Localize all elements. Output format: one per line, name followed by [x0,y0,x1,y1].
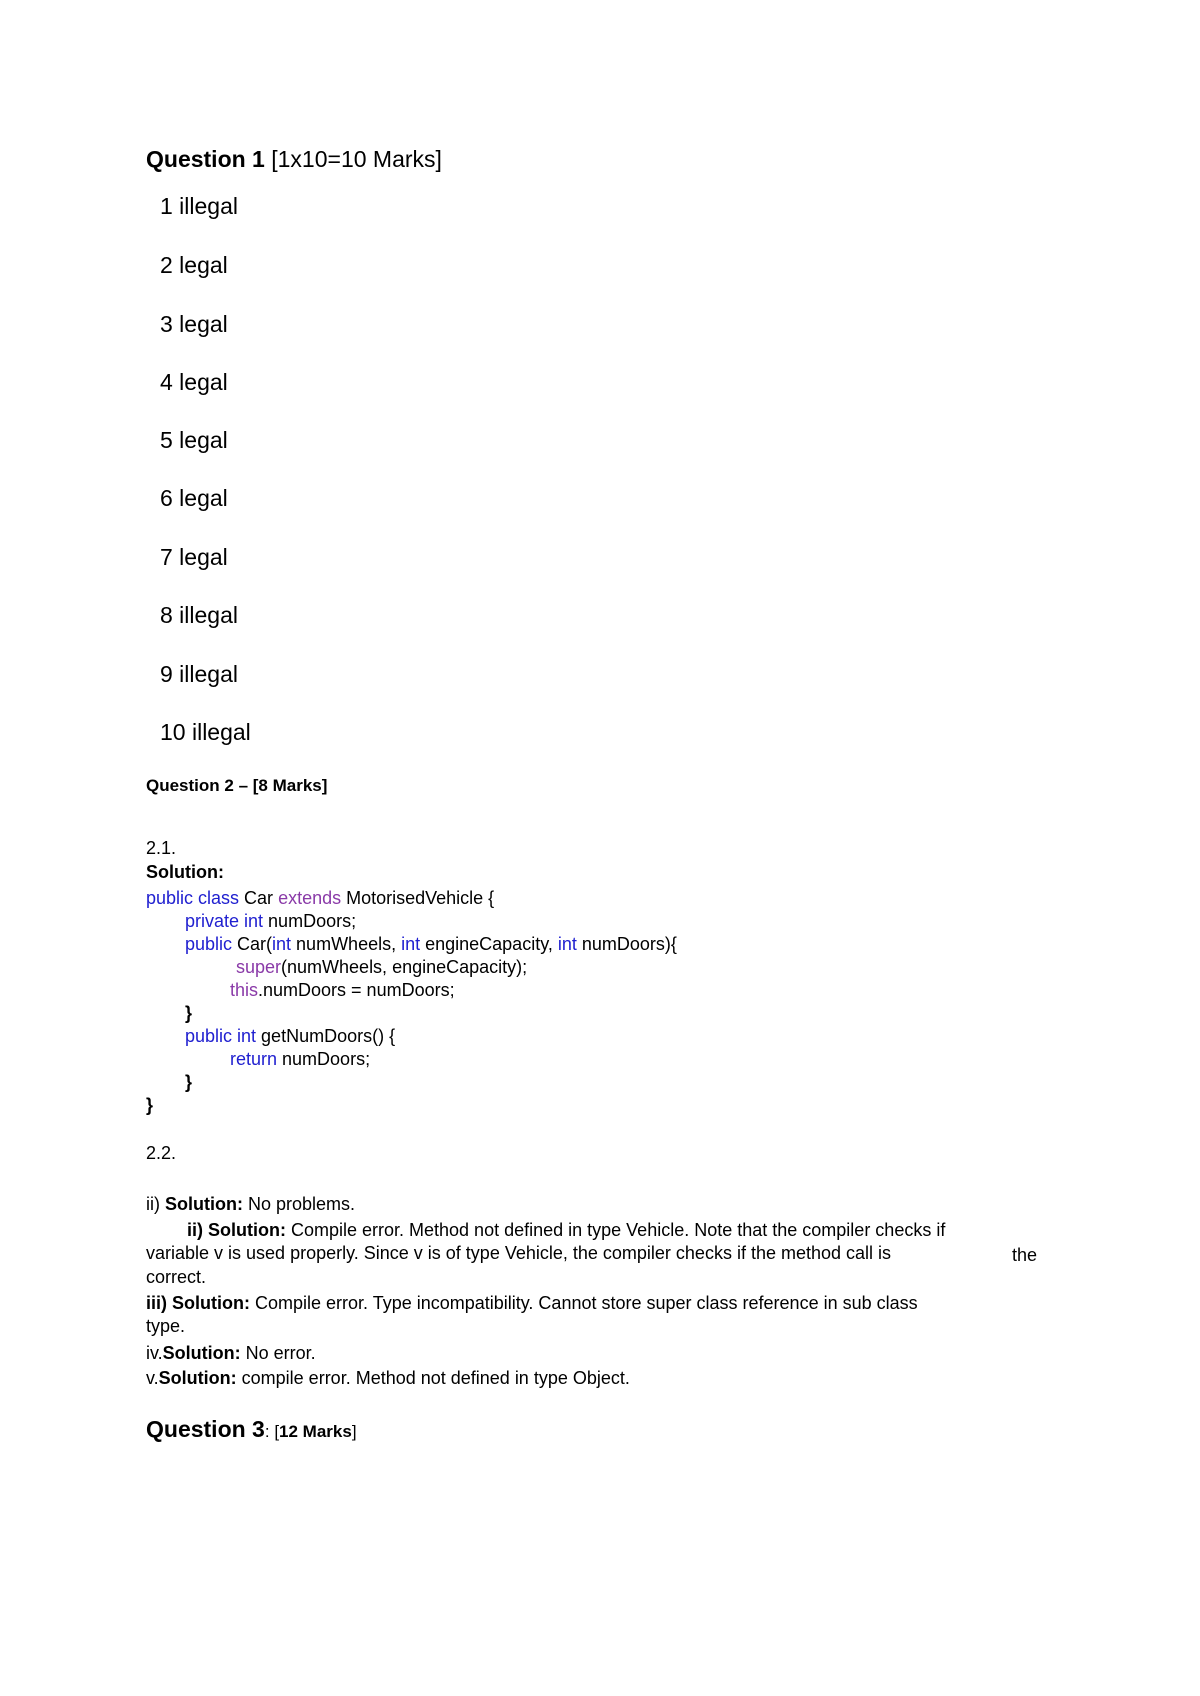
solution-item-3-continuation: type. [146,1316,186,1336]
solution-text: compile error. Method not defined in type Object. [236,1368,630,1388]
code-line-6: } [185,1003,193,1023]
code-keyword: int [557,934,577,954]
code-line-7 [185,1025,395,1048]
solution-text: No problems. [242,1194,356,1214]
code-text: numDoors; [263,911,357,931]
solution-item-5 [146,1366,1046,1390]
code-text: getNumDoors() { [256,1026,396,1046]
code-line-5 [230,979,455,1002]
code-line-1 [146,887,494,910]
code-keyword: return [230,1049,278,1069]
code-text: numWheels, [291,934,402,954]
code-line-9: } [185,1072,193,1092]
code-text: Car( [232,934,273,954]
code-keyword: private int [185,911,264,931]
solution-prefix: ii) [187,1220,208,1240]
code-line-2 [185,910,356,933]
part-2-2-number: 2.2. [146,1143,177,1163]
solution-item-1 [146,1192,1046,1216]
code-text: numDoors){ [576,934,677,954]
code-keyword: int [272,934,292,954]
code-line-10: } [146,1095,154,1115]
code-text: .numDoors = numDoors; [258,980,455,1000]
solution-label: Solution: [158,1368,237,1388]
code-keyword: public int [185,1026,257,1046]
question-3-heading [146,1416,357,1443]
code-text: numDoors; [277,1049,371,1069]
code-keyword: this [230,980,259,1000]
answer-9: 9 illegal [160,661,238,687]
answer-6: 6 legal [160,485,228,511]
solution-item-3 [146,1291,1046,1315]
solution-item-2-continuation-end: correct. [146,1267,207,1287]
solution-text: Compile error. Method not defined in type Vehicle. Note that the compiler checks if [285,1220,946,1240]
code-keyword: public [185,934,233,954]
solution-prefix: iii) [146,1293,172,1313]
answer-3: 3 legal [160,311,228,337]
code-text: engineCapacity, [420,934,558,954]
question-3-separator: : [264,1422,275,1441]
question-1-title: Question 1 [146,146,265,172]
code-keyword: super [236,957,282,977]
answer-1: 1 illegal [160,193,238,219]
answer-7: 7 legal [160,544,228,570]
code-text: Car [239,888,279,908]
code-line-3 [185,933,677,956]
solution-prefix: ii) [146,1194,165,1214]
code-text: MotorisedVehicle { [341,888,495,908]
solution-label: Solution: [208,1220,286,1240]
solution-prefix: iv. [146,1343,163,1363]
answer-4: 4 legal [160,369,228,395]
solution-label: Solution: [162,1343,241,1363]
code-keyword: public class [146,888,240,908]
solution-label: Solution: [172,1293,250,1313]
solution-text: Compile error. Type incompatibility. Cannot store super class reference in sub class [249,1293,918,1313]
part-2-1-number: 2.1. [146,838,177,858]
question-1-marks: [1x10=10 Marks] [271,146,442,172]
solution-item-2-continuation-tail: the [1012,1245,1038,1265]
question-3-marks-close: ] [351,1422,357,1441]
code-text: (numWheels, engineCapacity); [281,957,528,977]
question-3-marks-open: [ [274,1422,280,1441]
solution-prefix: v. [146,1368,159,1388]
question-3-title: Question 3 [146,1416,265,1442]
code-keyword: int [401,934,421,954]
answer-10: 10 illegal [160,719,251,745]
question-2-heading: Question 2 – [8 Marks] [146,776,328,795]
code-line-8 [230,1048,370,1071]
question-3-marks: 12 Marks [279,1422,352,1441]
solution-item-2-continuation: variable v is used properly. Since v is of type Vehicle, the compiler checks if the method call is [146,1243,892,1263]
solution-text: No error. [240,1343,316,1363]
solution-item-2 [187,1218,1067,1242]
code-keyword: extends [278,888,342,908]
answer-2: 2 legal [160,252,228,278]
solution-label: Solution: [165,1194,243,1214]
code-line-4 [236,956,527,979]
part-2-1-solution-label: Solution: [146,862,224,882]
answer-8: 8 illegal [160,602,238,628]
question-1-heading [146,146,442,173]
answer-5: 5 legal [160,427,228,453]
solution-item-4 [146,1341,1046,1365]
